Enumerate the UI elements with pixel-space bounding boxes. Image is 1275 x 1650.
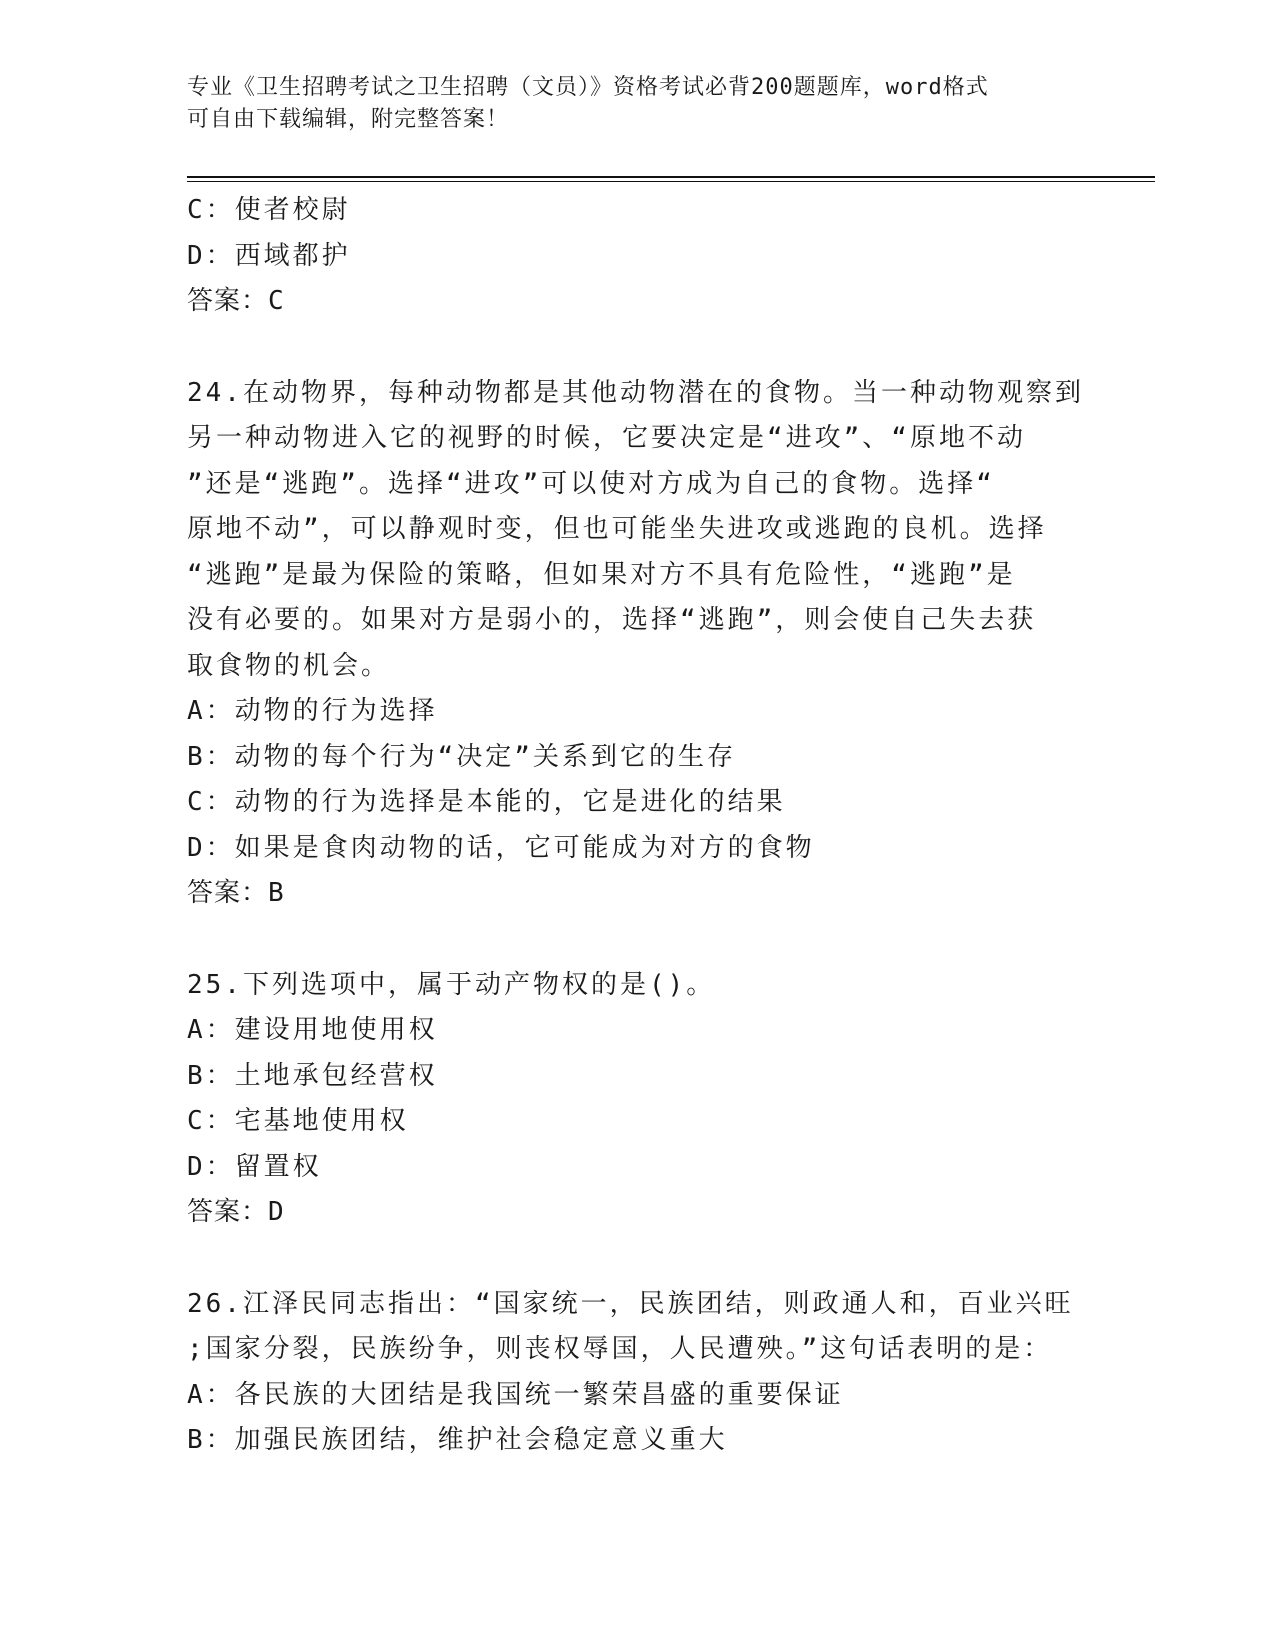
spacer xyxy=(187,917,1087,963)
option-b: B：加强民族团结，维护社会稳定意义重大 xyxy=(187,1425,728,1455)
option-b: B：土地承包经营权 xyxy=(187,1060,438,1091)
answer-line: 答案：C xyxy=(187,286,285,316)
header-divider-thin xyxy=(187,181,1155,182)
questions-body xyxy=(187,188,1087,1464)
question-stem-line: “逃跑”是最为保险的策略，但如果对方不具有危险性，“逃跑”是 xyxy=(187,559,1016,590)
header-divider-thick xyxy=(187,176,1155,178)
previous-question-tail xyxy=(187,188,1087,325)
option-a: A：建设用地使用权 xyxy=(187,1015,438,1045)
answer-line: 答案：B xyxy=(187,878,285,908)
option-c: C：使者校尉 xyxy=(187,195,351,225)
question-stem-line: 25.下列选项中，属于动产物权的是()。 xyxy=(187,969,716,1000)
option-c: C：动物的行为选择是本能的，它是进化的结果 xyxy=(187,787,786,817)
option-c: C：宅基地使用权 xyxy=(187,1106,409,1136)
question-stem-line: 另一种动物进入它的视野的时候，它要决定是“进攻”、“原地不动 xyxy=(187,423,1026,453)
option-d: D：西域都护 xyxy=(187,240,351,271)
option-b: B：动物的每个行为“决定”关系到它的生存 xyxy=(187,741,736,772)
question-stem-line: 24.在动物界，每种动物都是其他动物潜在的食物。当一种动物观察到 xyxy=(187,377,1084,408)
question-stem-line: 没有必要的。如果对方是弱小的，选择“逃跑”，则会使自己失去获 xyxy=(187,605,1037,635)
answer-line: 答案：D xyxy=(187,1197,285,1227)
question-stem-line: 取食物的机会。 xyxy=(187,650,391,681)
option-a: A：各民族的大团结是我国统一繁荣昌盛的重要保证 xyxy=(187,1379,844,1410)
question-26 xyxy=(187,1282,1087,1464)
option-d: D：如果是食肉动物的话，它可能成为对方的食物 xyxy=(187,832,815,863)
question-stem-line: ;国家分裂，民族纷争，则丧权辱国，人民遭殃。”这句话表明的是： xyxy=(187,1334,1053,1364)
option-d: D：留置权 xyxy=(187,1151,322,1182)
question-24 xyxy=(187,371,1087,917)
option-a: A：动物的行为选择 xyxy=(187,696,438,726)
document-header xyxy=(187,72,1067,136)
header-line-2: 可自由下载编辑，附完整答案！ xyxy=(187,107,510,132)
question-stem-line: 26.江泽民同志指出：“国家统一，民族团结，则政通人和，百业兴旺 xyxy=(187,1288,1074,1319)
question-stem-line: 原地不动”，可以静观时变，但也可能坐失进攻或逃跑的良机。选择 xyxy=(187,514,1047,544)
spacer xyxy=(187,325,1087,371)
header-line-1: 专业《卫生招聘考试之卫生招聘（文员）》资格考试必背200题题库，word格式 xyxy=(187,75,989,100)
question-25 xyxy=(187,963,1087,1236)
spacer xyxy=(187,1236,1087,1282)
question-stem-line: ”还是“逃跑”。选择“进攻”可以使对方成为自己的食物。选择“ xyxy=(187,468,995,499)
